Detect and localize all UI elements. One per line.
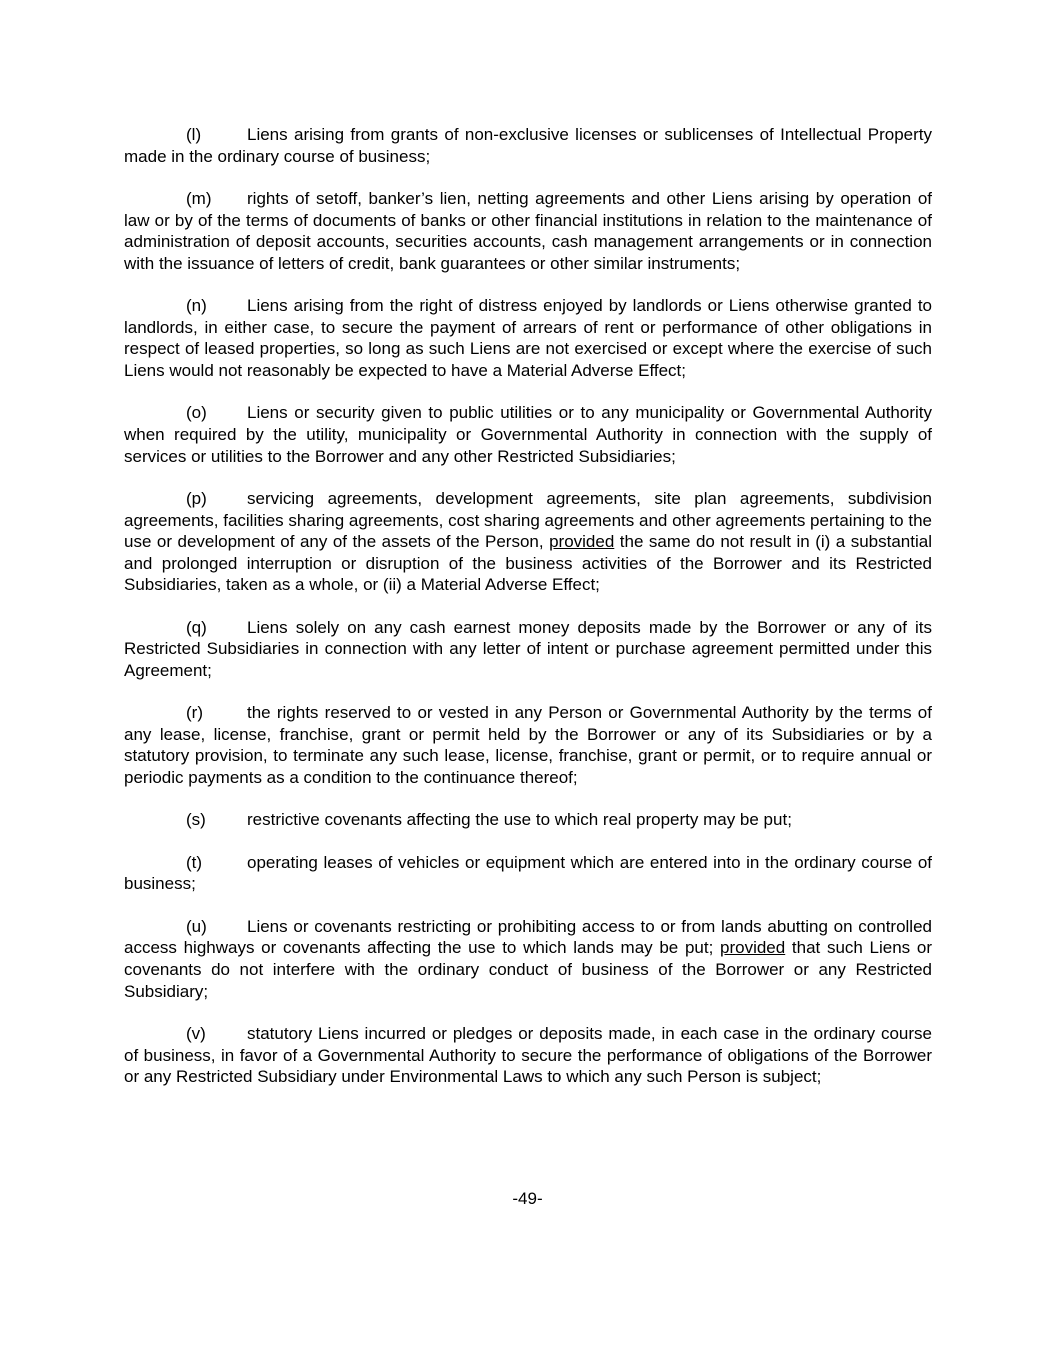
clause-label: (l) (186, 125, 202, 144)
clause-text: Liens arising from the right of distress enjoyed by landlords or Liens otherwise granted to landlords, in either case, to secure the payment of arrears of rent or performance of other obligations in respect of leased properties, so long as such Liens are not exercised or except where the exercise of such Liens would not reasonably be expected to have a Material Adverse Effect; (124, 296, 932, 380)
provided-term: provided (549, 532, 615, 552)
clause-text: Liens arising from grants of non-exclusive licenses or sublicenses of Intellectual Property made in the ordinary course of business; (124, 125, 932, 166)
clause-s (124, 809, 932, 831)
clause-label: (m) (186, 188, 212, 208)
clause-o (124, 402, 932, 467)
clause-r (124, 702, 932, 788)
clause-label: (q) (186, 617, 207, 637)
clause-v (124, 1023, 932, 1088)
clause-text: restrictive covenants affecting the use to which real property may be put; (247, 810, 792, 830)
document-body (124, 124, 932, 1109)
clause-text: Liens or security given to public utilities or to any municipality or Governmental Authority when required by the utility, municipality or Governmental Authority in connection with the supply of services or utilities to the Borrower and any other Restricted Subsidiaries; (124, 403, 932, 466)
clause-text: Liens solely on any cash earnest money deposits made by the Borrower or any of its Restricted Subsidiaries in connection with any letter of intent or purchase agreement permitted under this Agreement; (124, 617, 932, 680)
clause-text: Liens or covenants restricting or prohibiting access to or from lands abutting on controlled access highways or covenants affecting the use to which lands may be put; (124, 916, 932, 958)
clause-label: (s) (186, 810, 206, 830)
clause-label: (n) (186, 296, 207, 316)
clause-label: (r) (186, 703, 203, 723)
clause-m (124, 188, 932, 274)
clause-text: statutory Liens incurred or pledges or deposits made, in each case in the ordinary course of business, in favor of a Governmental Authority to secure the performance of obligations of the Borrower or any Restricted Subsidiary under Environmental Laws to which any such Person is subject; (124, 1023, 932, 1087)
clause-text: operating leases of vehicles or equipment which are entered into in the ordinary course of business; (124, 852, 932, 894)
page-number: -49- (512, 1189, 543, 1208)
clause-text-continued: that such Liens or covenants do not interfere with the ordinary conduct of business of the Borrower or any Restricted Subsidiary; (124, 938, 932, 1001)
clause-n (124, 295, 932, 381)
clause-label: (o) (186, 403, 207, 423)
clause-text: rights of setoff, banker’s lien, netting agreements and other Liens arising by operation of law or by of the terms of documents of banks or other financial institutions in relation to the maintenance of administration of deposit accounts, securities accounts, cash management arrangements or in connection with the issuance of letters of credit, bank guarantees or other similar instruments; (124, 188, 932, 273)
clause-text-continued: the same do not result in (i) a substantial and prolonged interruption or disruption of the business activities of the Borrower and its Restricted Subsidiaries, taken as a whole, or (ii) a Material Adverse Effect; (124, 532, 932, 595)
clause-text: the rights reserved to or vested in any Person or Governmental Authority by the terms of any lease, license, franchise, grant or permit held by the Borrower or any of its Subsidiaries or by a statutory provision, to terminate any such lease, license, franchise, grant or permit, or to require annual or periodic payments as a condition to the continuance thereof; (124, 703, 932, 788)
clause-u (124, 916, 932, 1002)
clause-label: (u) (186, 916, 207, 936)
clause-label: (t) (186, 852, 203, 872)
clause-label: (v) (186, 1023, 206, 1043)
clause-label: (p) (186, 488, 207, 508)
clause-q (124, 617, 932, 682)
provided-term: provided (720, 938, 786, 958)
clause-text: servicing agreements, development agreements, site plan agreements, subdivision agreements, facilities sharing agreements, cost sharing agreements and other agreements pertaining to the use or development of any of the assets of the Person, (124, 488, 932, 552)
clause-l (124, 124, 932, 167)
clause-p (124, 488, 932, 596)
clause-t (124, 852, 932, 895)
